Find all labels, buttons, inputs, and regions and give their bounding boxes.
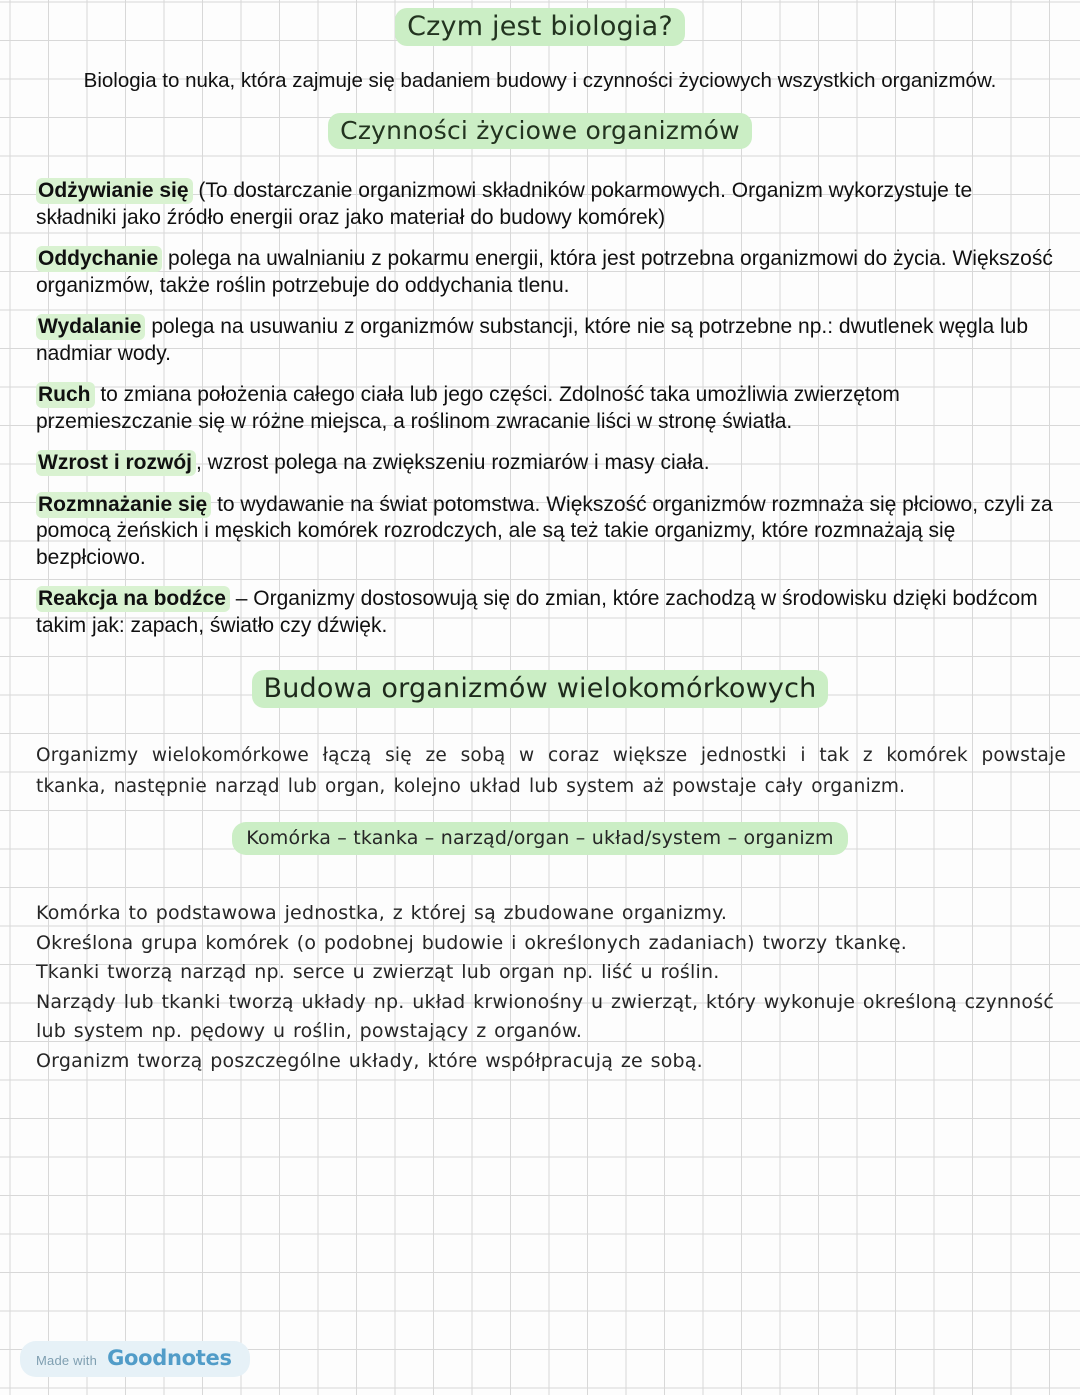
structure-note-line: Tkanki tworzą narząd np. serce u zwierząt lub organ np. liść u roślin.	[36, 961, 720, 983]
definition-term: Reakcja na bodźce	[36, 586, 230, 612]
structure-chain-text: Komórka – tkanka – narząd/organ – układ/system – organizm	[232, 822, 848, 855]
definition-term: Wzrost i rozwój	[36, 450, 196, 476]
structure-notes-list	[36, 899, 1070, 1076]
section-heading-structure	[0, 673, 1080, 704]
made-with-label: Made with	[36, 1353, 98, 1368]
definition-term: Rozmnażanie się	[36, 492, 211, 518]
definition-rozmnazanie	[36, 492, 1058, 572]
page-title-text: Czym jest biologia?	[395, 8, 685, 46]
goodnotes-logo: Goodnotes	[107, 1346, 232, 1370]
definition-text: , wzrost polega na zwiększeniu rozmiarów i masy ciała.	[196, 451, 710, 474]
definition-text: polega na usuwaniu z organizmów substancji, które nie są potrzebne np.: dwutlenek węgla lub nadmiar wody.	[36, 315, 1029, 365]
structure-paragraph: Organizmy wielokomórkowe łączą się ze sobą w coraz większe jednostki i tak z komórek powstaje tkanka, następnie narząd lub organ, kolejno układ lub system aż powstaje cały organizm.	[36, 745, 1066, 797]
definition-term: Oddychanie	[36, 246, 162, 272]
definition-odzywianie	[36, 178, 1058, 231]
definition-term: Wydalanie	[36, 314, 145, 340]
definitions-list	[36, 178, 1058, 639]
definition-text: to wydawanie na świat potomstwa. Większość organizmów rozmnaża się płciowo, czyli za pomocą żeńskich i męskich komórek rozrodczych, ale są też takie organizmy, które rozmnażają się bezpłciowo.	[36, 492, 1053, 569]
definition-wzrost	[36, 450, 1058, 477]
structure-chain-row	[0, 827, 1080, 849]
definition-text: (To dostarczanie organizmowi składników pokarmowych. Organizm wykorzystuje te składniki jako źródło energii oraz jako materiał do budowy komórek)	[36, 179, 973, 229]
section-heading-life-functions-text: Czynności życiowe organizmów	[328, 113, 752, 149]
definition-wydalanie	[36, 314, 1058, 367]
definition-term: Ruch	[36, 382, 95, 408]
definition-text: – Organizmy dostosowują się do zmian, które zachodzą w środowisku dzięki bodźcom takim jak: zapach, światło czy dźwięk.	[36, 587, 1038, 637]
section-heading-structure-text: Budowa organizmów wielokomórkowych	[252, 670, 829, 708]
structure-note-line: lub system np. pędowy u roślin, powstający z organów.	[36, 1020, 583, 1042]
structure-note-line: Komórka to podstawowa jednostka, z której są zbudowane organizmy.	[36, 902, 728, 924]
definition-reakcja	[36, 586, 1058, 639]
structure-note-line: Narządy lub tkanki tworzą układy np. układ krwionośny u zwierząt, który wykonuje określoną czynność	[36, 990, 1054, 1013]
definition-text: polega na uwalnianiu z pokarmu energii, która jest potrzebna organizmowi do życia. Większość organizmów, także roślin potrzebuje do oddychania tlenu.	[36, 247, 1053, 297]
structure-note-line: Organizm tworzą poszczególne układy, które współpracują ze sobą.	[36, 1049, 703, 1072]
definition-oddychanie	[36, 246, 1058, 299]
definition-text: to zmiana położenia całego ciała lub jego części. Zdolność taka umożliwia zwierzętom przemieszczanie się w różne miejsca, a roślinom zwracanie liści w stronę światła.	[36, 383, 900, 433]
goodnotes-badge[interactable]	[20, 1341, 250, 1377]
section-heading-life-functions	[0, 116, 1080, 145]
structure-note-line: Określona grupa komórek (o podobnej budowie i określonych zadaniach) tworzy tkankę.	[36, 931, 908, 954]
intro-sentence: Biologia to nuka, która zajmuje się badaniem budowy i czynności życiowych wszystkich organizmów.	[83, 69, 997, 92]
page-title	[0, 0, 1080, 42]
definition-ruch	[36, 382, 1058, 435]
definition-term: Odżywianie się	[36, 178, 193, 204]
